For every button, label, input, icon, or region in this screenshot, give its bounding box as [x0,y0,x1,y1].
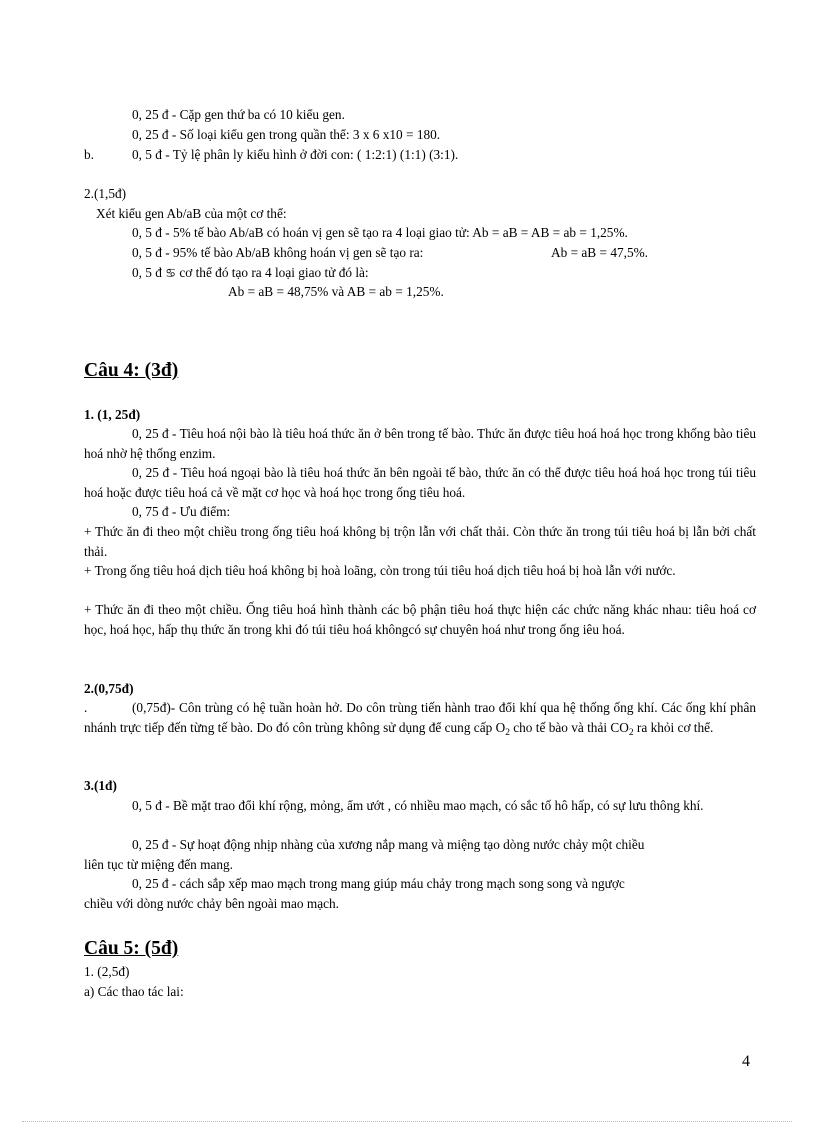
line-co-the-tao-ra [132,263,369,284]
page-number: 4 [742,1053,750,1070]
o2-subscript: 2 [505,727,510,738]
leading-dot: . [84,700,88,715]
heading-2-1-5d: 2.(1,5đ) [84,186,127,201]
implies-symbol-icon: ♋ [165,266,177,280]
line-95-phan-tram: 0, 5 đ - 95% tế bào Ab/aB không hoán vị gen sẽ tạo ra: [132,245,424,260]
cau-5-part-1: 1. (2,5đ) [84,964,130,979]
cau-4-title: Câu 4: (3đ) [84,360,179,381]
para-thuc-an-mot-chieu: + Thức ăn đi theo một chiều trong ống tiêu hoá không bị trộn lẫn với chất thải. Còn thức ăn trong túi tiêu hoá bị lẫn bởi chất thải. [84,524,756,559]
para-con-trung [84,698,756,737]
cau-4-part-3-heading: 3.(1đ) [84,778,117,793]
line-5-phan-tram: 0, 5 đ - 5% tế bào Ab/aB có hoán vị gen sẽ tạo ra 4 loại giao tử: Ab = aB = AB = ab = 1,25%. [132,225,628,240]
line-uu-diem: 0, 75 đ - Ưu điểm: [132,504,231,519]
line-95-result: Ab = aB = 47,5%. [551,245,648,260]
para-be-mat-trao-doi-khi: 0, 5 đ - Bề mặt trao đổi khí rộng, mỏng, ẩm ướt , có nhiều mao mạch, có sắc tố hô hấp, có sự lưu thông khí. [132,798,704,813]
para-tieu-hoa-ngoai-bao: 0, 25 đ - Tiêu hoá ngoại bào là tiêu hoá thức ăn bên ngoài tế bào, thức ăn có thể được tiêu hoá hoá học trong túi tiêu hoá hoặc được tiêu hoá cả về mặt cơ học và hoá học trong ống tiêu hoá. [84,465,756,500]
cau-5-title: Câu 5: (5đ) [84,938,179,959]
para-con-trung-text-2: cho tế bào và thải CO [509,719,629,735]
para-ong-tieu-hoa: + Thức ăn đi theo một chiều. Ống tiêu hoá hình thành các bộ phận tiêu hoá thực hiện các chức năng khác nhau: tiêu hoá cơ học, hoá học, hấp thụ thức ăn trong khi đó túi tiêu hoá khôngcó sự chuyên hoá như trong ống iêu hoá. [84,602,756,637]
line-chieu-dong-nuoc: chiều với dòng nước chảy bên ngoài mao mạch. [84,896,339,911]
para-dich-tieu-hoa: + Trong ống tiêu hoá dịch tiêu hoá không bị hoà loãng, còn trong túi tiêu hoá dịch tiêu hoá bị hoà lẫn với nước. [84,563,676,578]
co2-subscript: 2 [628,727,634,738]
line-cap-gen-thu-ba: 0, 25 đ - Cặp gen thứ ba có 10 kiểu gen. [132,107,345,122]
page-bottom-divider [22,1121,792,1122]
line-hoat-dong-nhip-nhang: 0, 25 đ - Sự hoạt động nhịp nhàng của xương nắp mang và miệng tạo dòng nước chảy một chiều [132,837,645,852]
line-sap-xep-mao-mach: 0, 25 đ - cách sắp xếp mao mạch trong mang giúp máu chảy trong mạch song song và ngược [132,876,625,891]
line-so-loai-kieu-gen: 0, 25 đ - Số loại kiểu gen trong quần thể: 3 x 6 x10 = 180. [132,127,441,142]
item-label-b: b. [84,147,94,162]
line-ty-le-phan-ly: 0, 5 đ - Tỷ lệ phân ly kiểu hình ở đời con: ( 1:2:1) (1:1) (3:1). [132,147,459,162]
para-con-trung-text-3: ra khỏi cơ thể. [633,719,714,735]
line-ket-qua-giao-tu: Ab = aB = 48,75% và AB = ab = 1,25%. [228,284,444,299]
cau-4-part-2-heading: 2.(0,75đ) [84,681,134,696]
line-xet-kieu-gen: Xét kiểu gen Ab/aB của một cơ thể: [96,206,287,221]
line-lien-tuc: liên tục từ miệng đến mang. [84,857,234,872]
para-con-trung-text-1: (0,75đ)- Côn trùng có hệ tuần hoàn hở. Do côn trùng tiến hành trao đổi khí qua hệ thống ống khí. Các ống khí phân nhánh trực tiếp đến từng tế bào. Do đó côn trùng không sử dụng để cung cấp O [84,700,756,735]
cau-4-part-1-heading: 1. (1, 25đ) [84,407,141,422]
score-label: 0, 5 đ [132,265,162,280]
line-text: cơ thể đó tạo ra 4 loại giao tử đó là: [179,265,369,280]
cau-5-cac-thao-tac: a) Các thao tác lai: [84,984,184,999]
para-tieu-hoa-noi-bao: 0, 25 đ - Tiêu hoá nội bào là tiêu hoá thức ăn ở bên trong tế bào. Thức ăn được tiêu hoá hoá học trong khống bào tiêu hoá nhờ hệ thống enzim. [84,426,756,461]
